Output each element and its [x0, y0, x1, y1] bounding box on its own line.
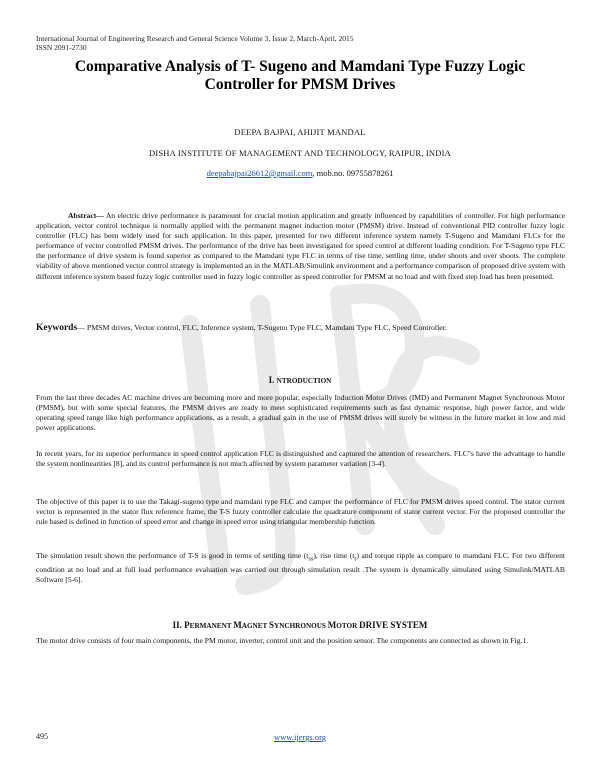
- section-2-cap-m: M: [233, 620, 242, 630]
- pmsm-paragraph-1: The motor drive consists of four main components, the PM motor, inverter, control unit and the position sensor. The components are connected as shown in Fig.1.: [36, 636, 529, 645]
- section-2-number: II.: [172, 620, 185, 630]
- issn-line: ISSN 2091-2730: [36, 43, 87, 52]
- title-line-1: Comparative Analysis of T- Sugeno and Mamdani Type Fuzzy Logic: [74, 58, 526, 75]
- section-2-cap-m2: M: [327, 620, 337, 630]
- section-2-word-4: OTOR: [336, 622, 360, 630]
- intro-paragraph-3: The objective of this paper is to use the Takagi-sugeno type and mamdani type FLC and camper the performance of FLC for PMSM drives speed control. The stator current vector is represented in the stator flux reference frame, the T-S fuzzy controller calculate the quadrature component of stator current vector. For the proposed controller the rule based is defined in function of speed error and change in speed error using triangular membership function.: [36, 497, 565, 526]
- section-2-cap-p: P: [184, 620, 190, 630]
- mobile-number: , mob.no. 09755878261: [312, 168, 394, 178]
- abstract: [36, 211, 565, 282]
- intro-paragraph-2: In recent years, for its superior performance in speed control application FLC is distinguished and captured the attention of researchers. FLC"s have the advantage to handle the system nonlinearities [8], and its control performance is not much affected by system parameter variation [3-4].: [36, 449, 565, 468]
- section-1-title: NTRODUCTION: [276, 377, 332, 385]
- intro-p4-text-b: ), rise time (t: [313, 551, 355, 560]
- footer-website: [0, 732, 600, 742]
- website-link[interactable]: www.ijergs.org: [273, 732, 327, 742]
- section-1-heading: [0, 375, 600, 385]
- intro-p4-text-c: ) and torque ripple as compare to mamdani FLC. For two different condition at no load and at full load performance evaluation was carried out through simulation result .The system is dynamically simulated using Simulink/MATLAB Software [5-6].: [36, 551, 565, 584]
- keywords-label: Keywords: [36, 323, 78, 333]
- section-2-word-5: DRIVE SYSTEM: [359, 620, 428, 630]
- rise-time-subscript: r: [354, 555, 357, 563]
- keywords-text: — PMSM drives, Vector control, FLC, Inference system, T-Sugeno Type FLC, Mamdani Type FLC, Speed Controller.: [77, 323, 447, 332]
- institution: DISHA INSTITUTE OF MANAGEMENT AND TECHNOLOGY, RAIPUR, INDIA: [149, 148, 451, 158]
- abstract-text: An electric drive performance is paramount for crucial motion application and greatly influenced by capabilities of controller. For high performance application, vector control technique is normally applied with the permanent magnet induction motor (PMSM) drive. Instead of conventional PID controller fuzzy logic controller (FLC) has been widely used for such application. In this paper, presented for two different inference system namely T-Sugeno and Mamdani FLCs for the performance of vector controlled PMSM drives. The performance of the drive has been investigated for speed control at different loading condition. For T-Sugeno type FLC the performance of drive system is found superior as compared to the Mamdani type FLC in terms of rise time, settling time, under shoots and over shoots. The complete viability of above mentioned vector control strategy is implemented an in the MATLAB/Simulink environment and a performance comparison of proposed drive system with different inference system based fuzzy logic controller used in fuzzy logic controller as speed controller for PMSM at no load and with fixed step load has been presented.: [36, 211, 565, 281]
- section-2-word-2: AGNET: [241, 622, 269, 630]
- section-2-word-1: ERMANENT: [189, 622, 234, 630]
- paper-title: [40, 58, 560, 94]
- intro-paragraph-4: [36, 551, 565, 585]
- page-number: 495: [36, 732, 48, 741]
- intro-p4-text-a: The simulation result shown the performance of T-S is good in terms of settling time (t: [36, 551, 309, 560]
- email-link[interactable]: deepabajpai26612@gmail.com: [206, 168, 313, 178]
- watermark-logo: [150, 235, 490, 655]
- section-2-heading: [0, 620, 600, 630]
- abstract-label: Abstract—: [68, 211, 104, 220]
- authors: DEEPA BAJPAI, AHIJIT MANDAL: [234, 127, 366, 137]
- keywords: [36, 322, 565, 334]
- settling-time-subscript: ss: [308, 555, 314, 563]
- intro-paragraph-1: From the last three decades AC machine drives are becoming more and more popular, especially Induction Motor Drives (IMD) and Permanent Magnet Synchronous Motor (PMSM), but with some special features, the PMSM drives are ready to meet sophisticated requirements such as fast dynamic response, high power factor, and wide operating speed range like high performance applications, as a result, a gradual gain in the use of PMSM drives will surely be witness in the future market in low and mid power applications.: [36, 393, 565, 432]
- journal-header: International Journal of Engineering Research and General Science Volume 3, Issue 2, March-April, 2015: [36, 34, 354, 43]
- section-1-number: I.: [268, 375, 277, 385]
- section-2-cap-s: S: [269, 620, 275, 630]
- title-line-2: Controller for PMSM Drives: [204, 76, 396, 93]
- contact-line: [0, 168, 600, 178]
- section-2-word-3: YNCHRONOUS: [274, 622, 328, 630]
